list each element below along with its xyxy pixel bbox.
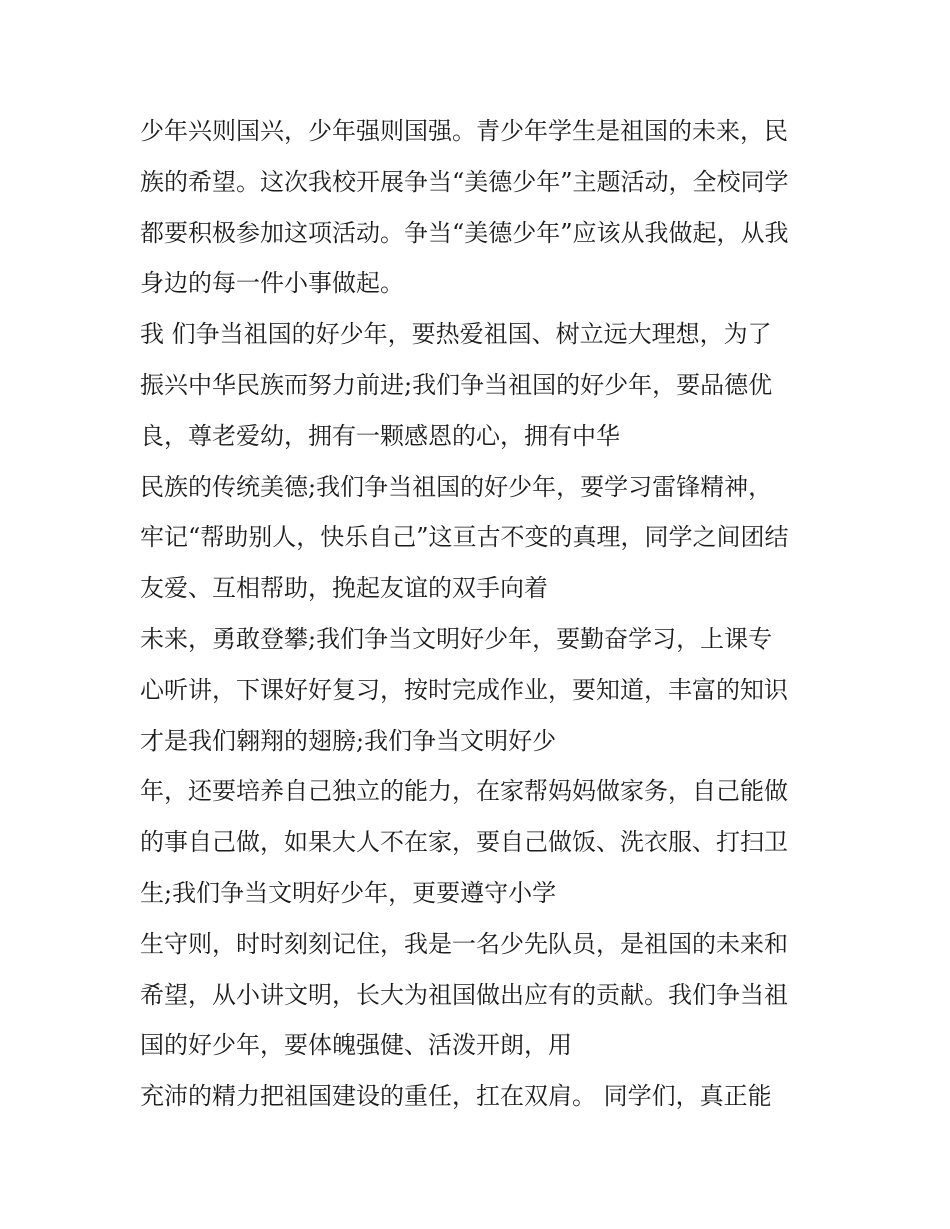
text-line: 都要积极参加这项活动。争当“美德少年”应该从我做起，从我 [140, 218, 789, 247]
text-line: 充沛的精力把祖国建设的重任，扛在双肩。 同学们，真正能 [140, 1082, 772, 1111]
text-line: 才是我们翱翔的翅膀;我们争当文明好少 [140, 726, 557, 755]
text-line: 国的好少年，要体魄强健、活泼开朗，用 [140, 1031, 572, 1060]
text-line: 希望，从小讲文明，长大为祖国做出应有的贡献。我们争当祖 [140, 980, 788, 1009]
text-line: 振兴中华民族而努力前进;我们争当祖国的好少年，要品德优 [140, 370, 773, 399]
text-line: 生守则，时时刻刻记住，我是一名少先队员，是祖国的未来和 [140, 929, 788, 958]
text-line: 我 们争当祖国的好少年，要热爱祖国、树立远大理想，为了 [140, 320, 772, 349]
text-line: 民族的传统美德;我们争当祖国的好少年，要学习雷锋精神， [140, 472, 773, 501]
text-line: 生;我们争当文明好少年，更要遵守小学 [140, 878, 557, 907]
text-line: 的事自己做，如果大人不在家，要自己做饭、洗衣服、打扫卫 [140, 828, 788, 857]
text-line: 少年兴则国兴，少年强则国强。青少年学生是祖国的未来，民 [140, 117, 788, 145]
text-line: 心听讲，下课好好复习，按时完成作业，要知道，丰富的知识 [140, 675, 788, 704]
text-line: 年，还要培养自己独立的能力，在家帮妈妈做家务，自己能做 [140, 777, 788, 806]
text-line: 未来，勇敢登攀;我们争当文明好少年，要勤奋学习，上课专 [140, 624, 773, 653]
text-line: 良，尊老爱幼，拥有一颗感恩的心，拥有中华 [140, 421, 620, 450]
text-line: 身边的每一件小事做起。 [140, 269, 404, 298]
text-line: 牢记“帮助别人，快乐自己”这亘古不变的真理，同学之间团结 [140, 523, 789, 552]
body-text [140, 106, 820, 1122]
text-line: 族的希望。这次我校开展争当“美德少年”主题活动，全校同学 [140, 167, 789, 196]
text-line: 友爱、互相帮助，挽起友谊的双手向着 [140, 574, 548, 603]
